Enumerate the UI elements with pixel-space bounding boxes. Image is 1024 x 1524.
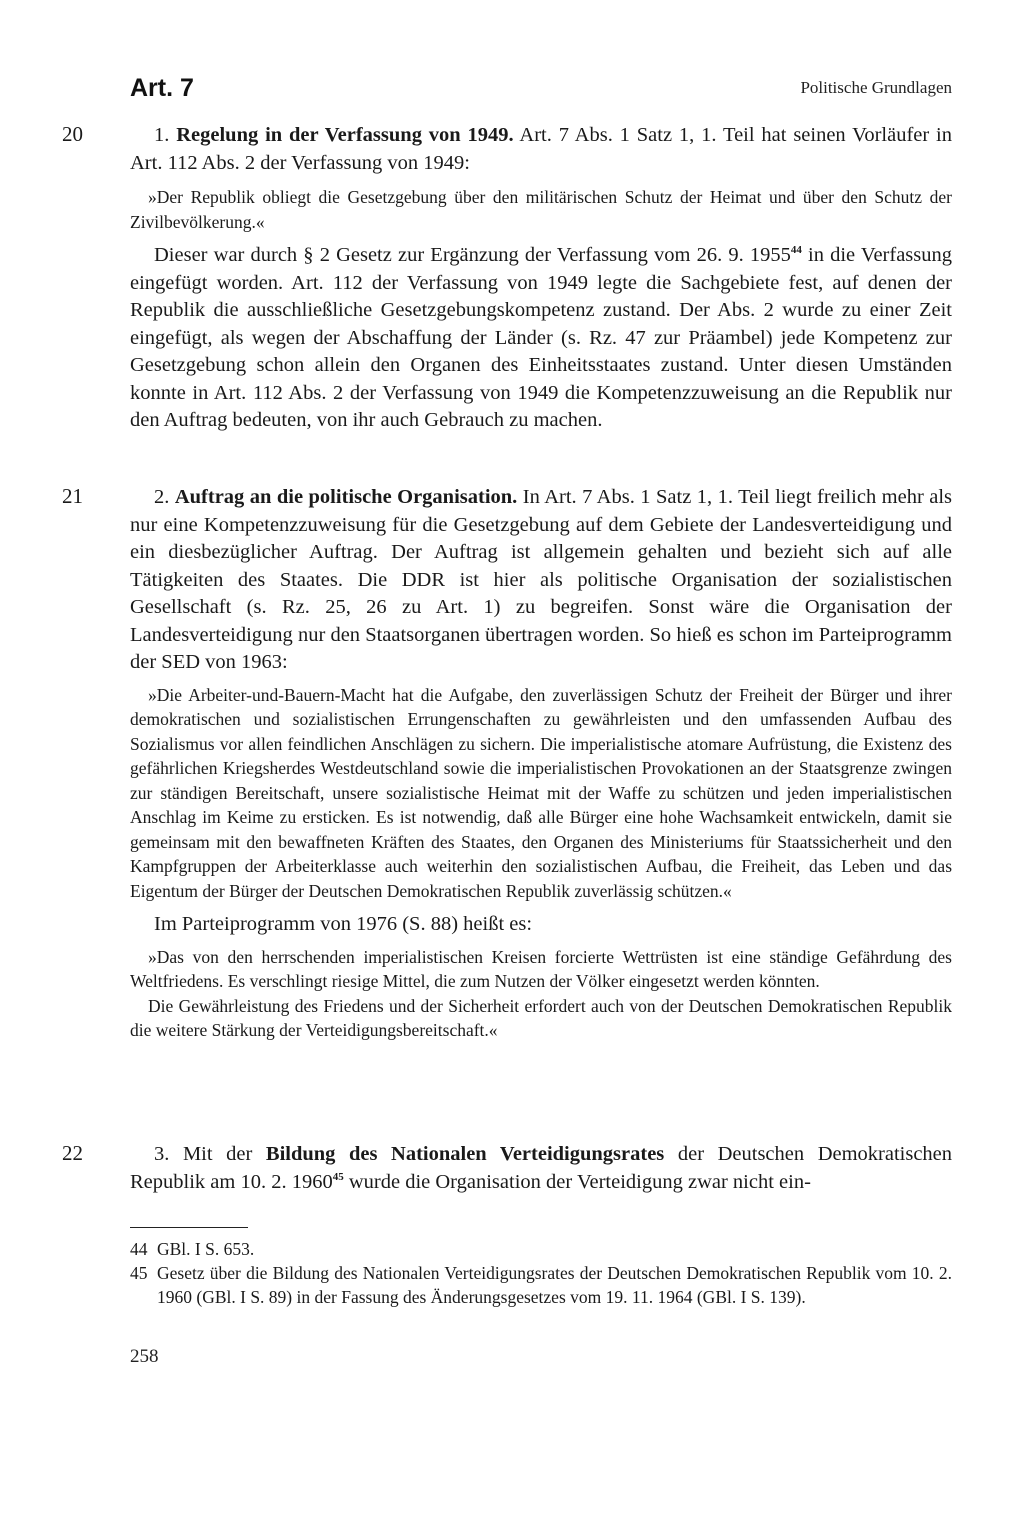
article-label: Art. 7 bbox=[130, 74, 194, 102]
paragraph-text: In Art. 7 Abs. 1 Satz 1, 1. Teil liegt freilich mehr als nur eine Kompetenzzuweisung für die Gesetzgebung auf dem Gebiete der Landesverteidigung und ein diesbezüglicher Auftrag. Der Auftrag ist allgemein gehalten und bezieht sich auf alle Tätigkeiten des Staates. Die DDR ist hier als politische Organisation der sozialistischen Gesellschaft (s. Rz. 25, 26 zu Art. 1) zu begreifen. Sonst wäre die Organisation der Landesverteidigung nur den Staatsorganen übertragen worden. So hieß es schon im Parteiprogramm der SED von 1963: bbox=[130, 486, 953, 673]
section-rz-22 bbox=[62, 1141, 953, 1196]
paragraph bbox=[130, 242, 952, 435]
section-number: 3. bbox=[154, 1143, 170, 1165]
page-number: 258 bbox=[130, 1346, 159, 1367]
footnote bbox=[130, 1261, 952, 1309]
footnote-number: 45 bbox=[130, 1263, 148, 1283]
paragraph-text: Dieser war durch § 2 Gesetz zur Ergänzung der Verfassung vom 26. 9. 1955 bbox=[154, 244, 791, 266]
margin-number: 22 bbox=[62, 1141, 83, 1165]
section-number: 1. bbox=[154, 124, 170, 146]
footnote-text: Gesetz über die Bildung des Nationalen Verteidigungsrates der Deutschen Demokratischen Republik vom 10. 2. 1960 (GBl. I S. 89) in der Fassung des Änderungsgesetzes vom 19. 11. 1964 (GBl. I S. 139). bbox=[157, 1263, 952, 1307]
margin-number: 20 bbox=[62, 122, 83, 146]
section-rz-21 bbox=[62, 484, 953, 1043]
section-rz-20 bbox=[62, 122, 953, 435]
footnote-divider bbox=[130, 1227, 248, 1228]
block-quote: »Der Republik obliegt die Gesetzgebung über den militärischen Schutz der Heimat und über den Schutz der Zivilbevölkerung.« bbox=[130, 187, 952, 232]
running-head: Politische Grundlagen bbox=[800, 78, 952, 97]
block-quote: »Das von den herrschenden imperialistischen Kreisen forcierte Wettrüsten ist eine ständige Gefährdung des Weltfriedens. Es verschlingt riesige Mittel, die zum Nutzen der Völker eingesetzt werden könnten. bbox=[130, 946, 952, 991]
paragraph bbox=[130, 1141, 952, 1196]
footnote bbox=[130, 1237, 952, 1261]
footnote-text: GBl. I S. 653. bbox=[157, 1239, 255, 1259]
footnote-ref[interactable]: 45 bbox=[332, 1170, 344, 1183]
paragraph-text: der Deutschen Demokratischen Republik am 10. 2. 1960 bbox=[130, 1143, 953, 1193]
section-heading: Auftrag an die politische Organisation. bbox=[174, 486, 518, 508]
paragraph-text: Art. 7 Abs. 1 Satz 1, 1. Teil hat seinen Vorläufer in Art. 112 Abs. 2 der Verfassung von 1949: bbox=[130, 124, 952, 174]
paragraph bbox=[130, 122, 952, 177]
footnote-ref[interactable]: 44 bbox=[790, 244, 802, 257]
footnote-number: 44 bbox=[130, 1239, 148, 1259]
paragraph-text: wurde die Organisation der Verteidigung zwar nicht ein- bbox=[343, 1170, 811, 1193]
block-quote: Die Gewährleistung des Friedens und der Sicherheit erfordert auch von der Deutschen Demokratischen Republik die weitere Stärkung der Verteidigungsbereitschaft.« bbox=[130, 995, 952, 1040]
paragraph: Im Parteiprogramm von 1976 (S. 88) heißt es: bbox=[154, 913, 533, 935]
margin-number: 21 bbox=[62, 484, 83, 508]
footnotes bbox=[130, 1237, 952, 1309]
paragraph bbox=[130, 484, 952, 677]
emphasis-text: Bildung des Nationalen Verteidigungsrates bbox=[265, 1143, 665, 1165]
section-heading: Regelung in der Verfassung von 1949. bbox=[176, 124, 514, 146]
paragraph-text: in die Verfassung eingefügt worden. Art. 112 der Verfassung von 1949 legte die Sachgebiete fest, auf denen der Republik die ausschließliche Gesetzgebungskompetenz zustand. Der Abs. 2 wurde zu einer Zeit eingefügt, als wegen der Abschaffung der Länder (s. Rz. 47 zur Präambel) jede Kompetenz zur Gesetzgebung schon allein den Organen des Einheitsstaates zustand. Unter diesen Umständen konnte in Art. 112 Abs. 2 der Verfassung von 1949 die Kompetenzzuweisung an die Republik nur den Auftrag bedeuten, von ihr auch Gebrauch zu machen. bbox=[130, 244, 953, 431]
page-header bbox=[130, 72, 952, 108]
section-number: 2. bbox=[154, 486, 170, 508]
paragraph-text: Mit der bbox=[182, 1143, 253, 1165]
block-quote: »Die Arbeiter-und-Bauern-Macht hat die Aufgabe, den zuverlässigen Schutz der Freiheit der Bürger und ihrer demokratischen und sozialistischen Errungenschaften zu gewährleisten und den umfassenden Aufbau des Sozialismus vor allen feindlichen Anschlägen zu sichern. Die imperialistische atomare Aufrüstung, die Existenz des gefährlichen Kriegsherdes Westdeutschland sowie die imperialistischen Provokationen an der Staatsgrenze zwingen zur ständigen Bereitschaft, unsere sozialistische Heimat mit der Waffe zu schützen und jeden imperialistischen Anschlag im Keime zu ersticken. Es ist notwendig, daß alle Bürger eine hohe Wachsamkeit entwickeln, damit sie gemeinsam mit den bewaffneten Kräften des Staates, den Organen des Ministeriums für Staatssicherheit und den Kampfgruppen der Arbeiterklasse auch weiterhin den sozialistischen Aufbau, die Freiheit, das Leben und das Eigentum der Bürger der Deutschen Demokratischen Republik zuverlässig schützen.« bbox=[130, 684, 952, 901]
